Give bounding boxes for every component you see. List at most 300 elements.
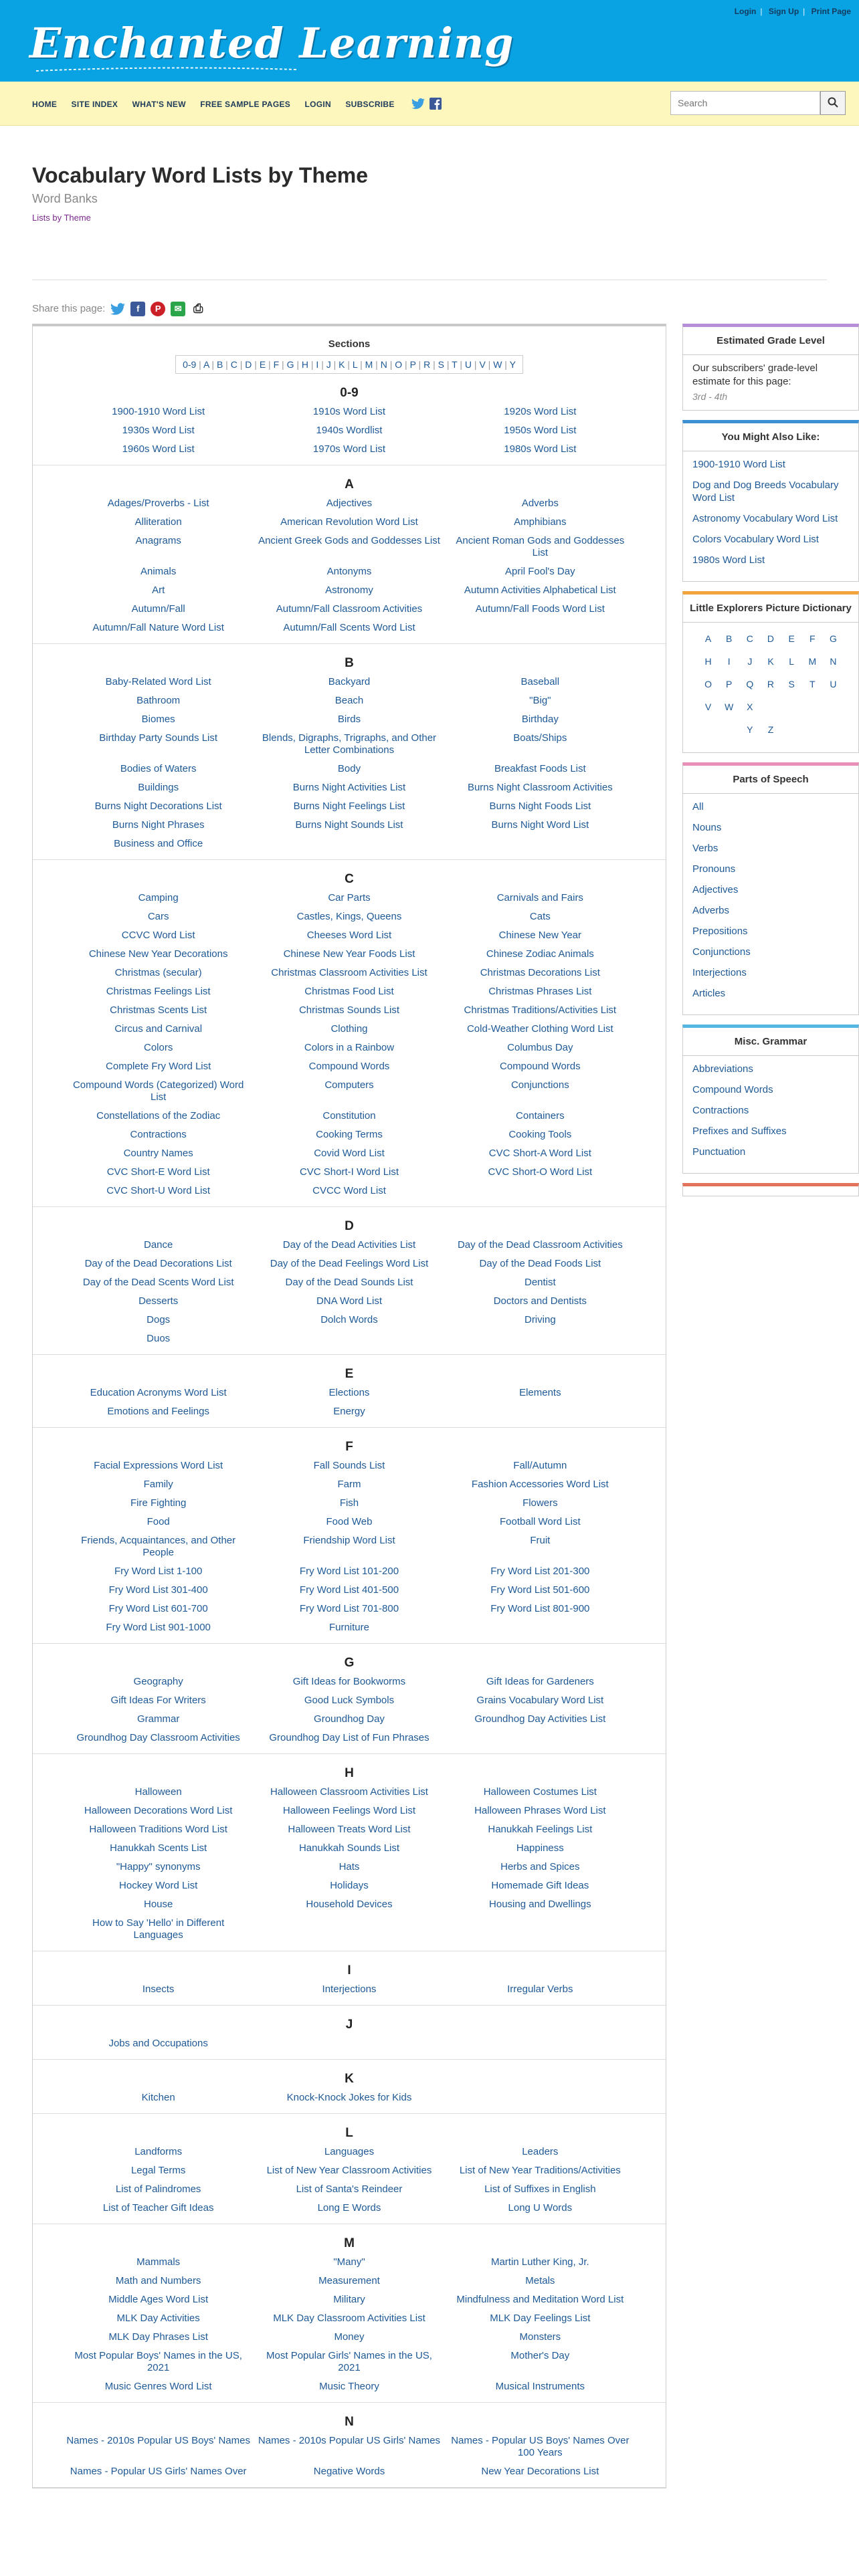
nav-login[interactable]: LOGIN [304,99,331,109]
share-pinterest-icon[interactable]: P [151,302,165,316]
word-list-link[interactable]: Math and Numbers [115,2275,201,2286]
word-list-link[interactable]: Birthday [521,714,559,725]
word-list-link[interactable]: Holidays [330,1880,369,1891]
section-letter-link[interactable]: G [286,359,294,370]
word-list-link[interactable]: Carnivals and Fairs [496,892,583,903]
parts-of-speech-item-link[interactable]: Interjections [692,967,747,978]
word-list-link[interactable]: Fry Word List 301-400 [108,1584,208,1596]
section-letter-link[interactable]: W [493,359,502,370]
word-list-link[interactable]: Art [152,584,165,596]
word-list-link[interactable]: Body [337,763,361,774]
word-list-link[interactable]: Metals [525,2275,555,2286]
parts-of-speech-item-link[interactable]: Conjunctions [692,946,751,958]
word-list-link[interactable]: Dance [143,1239,173,1251]
word-list-link[interactable]: CCVC Word List [121,930,195,941]
word-list-link[interactable]: Burns Night Activities List [292,782,406,793]
word-list-link[interactable]: Names - Popular US Boys' Names Over 100 Years [451,2435,630,2458]
word-list-link[interactable]: Hockey Word List [119,1880,198,1891]
word-list-link[interactable]: CVC Short-U Word List [106,1185,211,1196]
word-list-link[interactable]: Halloween Traditions Word List [89,1824,227,1835]
word-list-link[interactable]: Burns Night Decorations List [94,800,222,812]
word-list-link[interactable]: Colors [143,1042,173,1053]
word-list-link[interactable]: Irregular Verbs [507,1983,573,1995]
word-list-link[interactable]: 1930s Word List [122,425,195,436]
word-list-link[interactable]: Long U Words [508,2202,573,2214]
word-list-link[interactable]: Chinese New Year Foods List [283,948,415,960]
word-list-link[interactable]: Camping [138,892,179,903]
word-list-link[interactable]: DNA Word List [316,1295,383,1307]
dictionary-letter-link[interactable]: A [704,633,712,644]
parts-of-speech-item-link[interactable]: All [692,801,704,813]
parts-of-speech-item-link[interactable]: Adjectives [692,884,739,895]
word-list-link[interactable]: Cooking Terms [316,1129,383,1140]
word-list-link[interactable]: Money [334,2331,365,2343]
word-list-link[interactable]: MLK Day Classroom Activities List [273,2313,425,2324]
word-list-link[interactable]: Negative Words [313,2466,385,2477]
word-list-link[interactable]: Fry Word List 501-600 [490,1584,590,1596]
word-list-link[interactable]: Christmas Phrases List [488,986,592,997]
word-list-link[interactable]: Baby-Related Word List [105,676,211,687]
word-list-link[interactable]: Mammals [136,2256,181,2268]
word-list-link[interactable]: Castles, Kings, Queens [296,911,402,922]
word-list-link[interactable]: Fry Word List 901-1000 [106,1622,211,1633]
word-list-link[interactable]: Car Parts [328,892,371,903]
word-list-link[interactable]: Computers [324,1079,374,1091]
word-list-link[interactable]: Groundhog Day [314,1713,385,1725]
word-list-link[interactable]: Cheeses Word List [306,930,392,941]
word-list-link[interactable]: April Fool's Day [505,566,575,577]
word-list-link[interactable]: Chinese New Year [498,930,582,941]
section-letter-link[interactable]: P [409,359,416,370]
nav-free-sample-pages[interactable]: FREE SAMPLE PAGES [200,99,291,109]
misc-grammar-item-link[interactable]: Compound Words [692,1084,773,1095]
section-letter-link[interactable]: H [301,359,308,370]
word-list-link[interactable]: Halloween Feelings Word List [282,1805,416,1816]
word-list-link[interactable]: Elements [519,1387,561,1398]
parts-of-speech-item-link[interactable]: Articles [692,988,726,999]
word-list-link[interactable]: Burns Night Phrases [112,819,205,831]
also-like-item-link[interactable]: 1980s Word List [692,554,765,566]
also-like-item-link[interactable]: Astronomy Vocabulary Word List [692,513,838,524]
word-list-link[interactable]: Fall Sounds List [313,1460,385,1471]
word-list-link[interactable]: Ancient Roman Gods and Goddesses List [456,535,625,558]
word-list-link[interactable]: Dogs [147,1314,171,1325]
word-list-link[interactable]: Football Word List [500,1516,581,1527]
dictionary-letter-link[interactable]: C [746,633,753,644]
word-list-link[interactable]: Gift Ideas for Gardeners [486,1676,594,1687]
word-list-link[interactable]: Leaders [522,2146,559,2157]
word-list-link[interactable]: Biomes [141,714,175,725]
section-letter-link[interactable]: L [352,359,358,370]
word-list-link[interactable]: 1940s Wordlist [316,425,383,436]
word-list-link[interactable]: Fry Word List 1-100 [114,1566,203,1577]
word-list-link[interactable]: 1900-1910 Word List [112,406,205,417]
word-list-link[interactable]: Halloween [134,1786,182,1798]
word-list-link[interactable]: Dentist [524,1277,556,1288]
word-list-link[interactable]: Containers [516,1110,565,1121]
word-list-link[interactable]: Conjunctions [510,1079,569,1091]
share-facebook-icon[interactable]: f [130,302,145,316]
word-list-link[interactable]: Amphibians [514,516,567,528]
word-list-link[interactable]: Adages/Proverbs - List [107,498,209,509]
word-list-link[interactable]: Compound Words (Categorized) Word List [72,1079,244,1103]
word-list-link[interactable]: Antonyms [326,566,372,577]
word-list-link[interactable]: Flowers [522,1497,558,1509]
word-list-link[interactable]: Fish [339,1497,359,1509]
word-list-link[interactable]: Furniture [328,1622,369,1633]
word-list-link[interactable]: Hanukkah Scents List [110,1842,207,1854]
word-list-link[interactable]: Autumn Activities Alphabetical List [464,584,616,596]
dictionary-letter-link[interactable]: V [704,702,712,712]
word-list-link[interactable]: Education Acronyms Word List [90,1387,227,1398]
word-list-link[interactable]: Boats/Ships [513,732,567,744]
word-list-link[interactable]: Circus and Carnival [114,1023,203,1035]
word-list-link[interactable]: List of New Year Traditions/Activities [459,2165,621,2176]
word-list-link[interactable]: Interjections [322,1983,377,1995]
word-list-link[interactable]: Compound Words [308,1061,390,1072]
dictionary-letter-link[interactable]: E [788,633,795,644]
word-list-link[interactable]: Grammar [136,1713,180,1725]
word-list-link[interactable]: Driving [524,1314,556,1325]
word-list-link[interactable]: Kitchen [141,2092,175,2103]
twitter-icon[interactable] [411,98,425,111]
word-list-link[interactable]: Happiness [516,1842,564,1854]
word-list-link[interactable]: Autumn/Fall Foods Word List [475,603,605,615]
word-list-link[interactable]: Languages [324,2146,375,2157]
word-list-link[interactable]: Friendship Word List [303,1535,395,1546]
word-list-link[interactable]: Fry Word List 601-700 [108,1603,208,1614]
word-list-link[interactable]: Groundhog Day Activities List [474,1713,606,1725]
word-list-link[interactable]: Cats [529,911,551,922]
word-list-link[interactable]: 1960s Word List [122,443,195,455]
dictionary-letter-link[interactable]: H [704,656,712,667]
word-list-link[interactable]: Blends, Digraphs, Trigraphs, and Other Letter Combinations [262,732,437,756]
word-list-link[interactable]: Christmas (secular) [114,967,202,978]
word-list-link[interactable]: Fry Word List 101-200 [299,1566,399,1577]
misc-grammar-item-link[interactable]: Abbreviations [692,1063,753,1075]
word-list-link[interactable]: Adjectives [326,498,373,509]
share-print-icon[interactable]: ⎙ [193,302,203,315]
parts-of-speech-item-link[interactable]: Verbs [692,843,719,854]
word-list-link[interactable]: CVC Short-O Word List [488,1166,593,1178]
word-list-link[interactable]: Adverbs [521,498,559,509]
also-like-item-link[interactable]: Dog and Dog Breeds Vocabulary Word List [692,479,839,504]
word-list-link[interactable]: Constitution [322,1110,376,1121]
word-list-link[interactable]: Astronomy [325,584,373,596]
word-list-link[interactable]: 1980s Word List [504,443,577,455]
word-list-link[interactable]: List of New Year Classroom Activities [266,2165,432,2176]
word-list-link[interactable]: Contractions [130,1129,187,1140]
word-list-link[interactable]: Christmas Decorations List [480,967,600,978]
word-list-link[interactable]: Jobs and Occupations [108,2038,208,2049]
word-list-link[interactable]: Compound Words [500,1061,581,1072]
login-link[interactable]: Login [734,7,757,16]
word-list-link[interactable]: Fire Fighting [130,1497,187,1509]
word-list-link[interactable]: Fry Word List 701-800 [299,1603,399,1614]
word-list-link[interactable]: Clothing [330,1023,368,1035]
section-letter-link[interactable]: V [479,359,486,370]
word-list-link[interactable]: Landforms [134,2146,183,2157]
word-list-link[interactable]: Measurement [318,2275,380,2286]
word-list-link[interactable]: Family [143,1479,173,1490]
word-list-link[interactable]: Gift Ideas For Writers [110,1695,206,1706]
word-list-link[interactable]: Burns Night Foods List [489,800,591,812]
word-list-link[interactable]: Colors in a Rainbow [304,1042,395,1053]
word-list-link[interactable]: Day of the Dead Decorations List [84,1258,232,1269]
word-list-link[interactable]: Long E Words [317,2202,381,2214]
word-list-link[interactable]: Halloween Treats Word List [288,1824,411,1835]
dictionary-letter-link[interactable]: Z [767,724,774,735]
word-list-link[interactable]: Baseball [520,676,560,687]
word-list-link[interactable]: Breakfast Foods List [494,763,586,774]
word-list-link[interactable]: CVC Short-A Word List [488,1148,591,1159]
word-list-link[interactable]: Food [147,1516,170,1527]
word-list-link[interactable]: Food Web [326,1516,373,1527]
signup-link[interactable]: Sign Up [768,7,799,16]
dictionary-letter-link[interactable]: Q [746,679,754,689]
word-list-link[interactable]: Day of the Dead Classroom Activities [457,1239,623,1251]
section-letter-link[interactable]: R [423,359,431,370]
word-list-link[interactable]: Martin Luther King, Jr. [490,2256,589,2268]
word-list-link[interactable]: Homemade Gift Ideas [491,1880,589,1891]
word-list-link[interactable]: Groundhog Day Classroom Activities [76,1732,240,1743]
misc-grammar-item-link[interactable]: Prefixes and Suffixes [692,1125,787,1137]
dictionary-letter-link[interactable]: F [809,633,816,644]
word-list-link[interactable]: "Big" [529,695,551,706]
word-list-link[interactable]: MLK Day Feelings List [490,2313,591,2324]
word-list-link[interactable]: Herbs and Spices [500,1861,580,1872]
word-list-link[interactable]: Most Popular Girls' Names in the US, 2021 [266,2350,432,2373]
word-list-link[interactable]: Military [333,2294,365,2305]
word-list-link[interactable]: Day of the Dead Scents Word List [82,1277,234,1288]
dictionary-letter-link[interactable]: I [727,656,731,667]
parts-of-speech-item-link[interactable]: Adverbs [692,905,730,916]
dictionary-letter-link[interactable]: X [747,702,753,712]
section-letter-link[interactable]: S [438,359,444,370]
word-list-link[interactable]: Household Devices [306,1899,393,1910]
section-letter-link[interactable]: M [365,359,373,370]
word-list-link[interactable]: Desserts [138,1295,179,1307]
word-list-link[interactable]: Fruit [530,1535,551,1546]
section-letter-link[interactable]: B [216,359,223,370]
word-list-link[interactable]: Christmas Traditions/Activities List [464,1004,617,1016]
word-list-link[interactable]: New Year Decorations List [481,2466,599,2477]
word-list-link[interactable]: Beach [335,695,364,706]
section-letter-link[interactable]: T [452,359,458,370]
section-letter-link[interactable]: 0-9 [183,359,197,370]
word-list-link[interactable]: Elections [328,1387,370,1398]
word-list-link[interactable]: MLK Day Activities [116,2313,200,2324]
word-list-link[interactable]: 1950s Word List [504,425,577,436]
word-list-link[interactable]: Country Names [123,1148,193,1159]
word-list-link[interactable]: Musical Instruments [495,2381,585,2392]
word-list-link[interactable]: Bodies of Waters [120,763,197,774]
word-list-link[interactable]: Dolch Words [320,1314,378,1325]
nav-site-index[interactable]: SITE INDEX [71,99,118,109]
word-list-link[interactable]: Burns Night Classroom Activities [467,782,613,793]
also-like-item-link[interactable]: Colors Vocabulary Word List [692,534,819,545]
word-list-link[interactable]: Day of the Dead Activities List [282,1239,416,1251]
word-list-link[interactable]: American Revolution Word List [280,516,418,528]
section-letter-link[interactable]: F [273,359,280,370]
word-list-link[interactable]: CVCC Word List [312,1185,386,1196]
print-page-link[interactable]: Print Page [811,7,851,16]
breadcrumb-link[interactable]: Lists by Theme [32,213,91,223]
word-list-link[interactable]: Autumn/Fall [131,603,185,615]
word-list-link[interactable]: Birds [337,714,361,725]
dictionary-letter-link[interactable]: T [809,679,816,689]
word-list-link[interactable]: Covid Word List [314,1148,385,1159]
word-list-link[interactable]: Duos [147,1333,171,1344]
word-list-link[interactable]: Groundhog Day List of Fun Phrases [269,1732,430,1743]
dictionary-letter-link[interactable]: B [726,633,733,644]
word-list-link[interactable]: Friends, Acquaintances, and Other People [81,1535,236,1558]
word-list-link[interactable]: Housing and Dwellings [489,1899,591,1910]
word-list-link[interactable]: Autumn/Fall Nature Word List [92,622,224,633]
word-list-link[interactable]: Facial Expressions Word List [94,1460,223,1471]
word-list-link[interactable]: Halloween Costumes List [483,1786,597,1798]
word-list-link[interactable]: Halloween Phrases Word List [474,1805,606,1816]
nav-whats-new[interactable]: WHAT'S NEW [132,99,186,109]
word-list-link[interactable]: Birthday Party Sounds List [99,732,218,744]
facebook-icon[interactable] [430,98,442,112]
dictionary-letter-link[interactable]: S [788,679,795,689]
word-list-link[interactable]: Mother's Day [510,2350,570,2361]
word-list-link[interactable]: CVC Short-I Word List [299,1166,399,1178]
parts-of-speech-item-link[interactable]: Nouns [692,822,722,833]
word-list-link[interactable]: List of Teacher Gift Ideas [102,2202,214,2214]
section-letter-link[interactable]: N [380,359,387,370]
word-list-link[interactable]: How to Say 'Hello' in Different Languages [92,1917,225,1941]
word-list-link[interactable]: Geography [133,1676,183,1687]
word-list-link[interactable]: Animals [140,566,177,577]
word-list-link[interactable]: Anagrams [135,535,181,546]
section-letter-link[interactable]: K [339,359,345,370]
section-letter-link[interactable]: I [316,359,319,370]
word-list-link[interactable]: Day of the Dead Foods List [479,1258,601,1269]
word-list-link[interactable]: Cold-Weather Clothing Word List [466,1023,613,1035]
word-list-link[interactable]: Autumn/Fall Classroom Activities [276,603,423,615]
dictionary-letter-link[interactable]: K [767,656,774,667]
dictionary-letter-link[interactable]: U [830,679,837,689]
word-list-link[interactable]: Hanukkah Feelings List [488,1824,593,1835]
word-list-link[interactable]: Fry Word List 801-900 [490,1603,590,1614]
word-list-link[interactable]: Fashion Accessories Word List [471,1479,609,1490]
word-list-link[interactable]: List of Palindromes [115,2183,201,2195]
dictionary-letter-link[interactable]: J [747,656,753,667]
dictionary-letter-link[interactable]: G [829,633,837,644]
word-list-link[interactable]: Day of the Dead Sounds List [285,1277,413,1288]
word-list-link[interactable]: Names - 2010s Popular US Girls' Names [258,2435,441,2446]
breadcrumb[interactable] [32,213,827,223]
word-list-link[interactable]: Ancient Greek Gods and Goddesses List [258,535,440,546]
word-list-link[interactable]: Christmas Food List [304,986,394,997]
word-list-link[interactable]: Insects [142,1983,175,1995]
dictionary-letter-link[interactable]: P [726,679,733,689]
parts-of-speech-item-link[interactable]: Prepositions [692,926,748,937]
share-email-icon[interactable]: ✉ [171,302,185,316]
word-list-link[interactable]: Cars [147,911,169,922]
section-letter-link[interactable]: D [245,359,252,370]
word-list-link[interactable]: Chinese New Year Decorations [88,948,228,960]
misc-grammar-item-link[interactable]: Contractions [692,1105,749,1116]
search-input[interactable] [670,91,820,115]
nav-subscribe[interactable]: SUBSCRIBE [345,99,395,109]
dictionary-letter-link[interactable]: O [704,679,712,689]
word-list-link[interactable]: Christmas Feelings List [106,986,211,997]
search-button[interactable] [820,91,846,115]
word-list-link[interactable]: Complete Fry Word List [106,1061,211,1072]
nav-home[interactable]: HOME [32,99,58,109]
section-letter-link[interactable]: A [203,359,209,370]
word-list-link[interactable]: Farm [337,1479,361,1490]
dictionary-letter-link[interactable]: M [808,656,817,667]
dictionary-letter-link[interactable]: Y [747,724,753,735]
word-list-link[interactable]: CVC Short-E Word List [106,1166,210,1178]
word-list-link[interactable]: Mindfulness and Meditation Word List [456,2294,624,2305]
section-letter-link[interactable]: C [230,359,237,370]
word-list-link[interactable]: Buildings [138,782,179,793]
word-list-link[interactable]: Constellations of the Zodiac [96,1110,221,1121]
word-list-link[interactable]: Names - 2010s Popular US Boys' Names [66,2435,250,2446]
word-list-link[interactable]: Day of the Dead Feelings Word List [270,1258,429,1269]
word-list-link[interactable]: List of Suffixes in English [484,2183,596,2195]
section-letter-link[interactable]: Y [509,359,516,370]
word-list-link[interactable]: Monsters [519,2331,561,2343]
word-list-link[interactable]: House [143,1899,173,1910]
word-list-link[interactable]: Middle Ages Word List [108,2294,209,2305]
word-list-link[interactable]: Business and Office [114,838,203,849]
word-list-link[interactable]: Burns Night Word List [491,819,589,831]
word-list-link[interactable]: Halloween Classroom Activities List [270,1786,428,1798]
word-list-link[interactable]: Good Luck Symbols [304,1695,395,1706]
misc-grammar-item-link[interactable]: Punctuation [692,1146,746,1158]
word-list-link[interactable]: Most Popular Boys' Names in the US, 2021 [74,2350,242,2373]
word-list-link[interactable]: Energy [333,1406,365,1417]
word-list-link[interactable]: Doctors and Dentists [493,1295,587,1307]
word-list-link[interactable]: Grains Vocabulary Word List [476,1695,604,1706]
also-like-item-link[interactable]: 1900-1910 Word List [692,459,785,470]
word-list-link[interactable]: 1970s Word List [312,443,386,455]
dictionary-letter-link[interactable]: D [767,633,775,644]
share-twitter-icon[interactable] [110,302,125,316]
parts-of-speech-item-link[interactable]: Pronouns [692,863,736,875]
section-letter-link[interactable]: E [259,359,266,370]
dictionary-letter-link[interactable]: W [725,702,734,712]
word-list-link[interactable]: Burns Night Sounds List [295,819,403,831]
section-letter-link[interactable]: O [395,359,403,370]
word-list-link[interactable]: Burns Night Feelings List [293,800,405,812]
word-list-link[interactable]: Gift Ideas for Bookworms [292,1676,406,1687]
word-list-link[interactable]: Knock-Knock Jokes for Kids [286,2092,412,2103]
section-letter-link[interactable]: U [464,359,472,370]
word-list-link[interactable]: Hanukkah Sounds List [298,1842,400,1854]
word-list-link[interactable]: Halloween Decorations Word List [84,1805,233,1816]
dictionary-letter-link[interactable]: L [789,656,795,667]
word-list-link[interactable]: Chinese Zodiac Animals [486,948,594,960]
word-list-link[interactable]: List of Santa's Reindeer [296,2183,403,2195]
word-list-link[interactable]: Autumn/Fall Scents Word List [283,622,415,633]
word-list-link[interactable]: Alliteration [134,516,182,528]
word-list-link[interactable]: "Happy" synonyms [116,1861,201,1872]
site-logo[interactable] [29,19,514,68]
word-list-link[interactable]: Cooking Tools [508,1129,572,1140]
word-list-link[interactable]: Bathroom [136,695,181,706]
word-list-link[interactable]: Music Theory [319,2381,379,2392]
dictionary-letter-link[interactable]: N [830,656,837,667]
section-letter-link[interactable]: J [326,359,331,370]
word-list-link[interactable]: Fry Word List 201-300 [490,1566,590,1577]
